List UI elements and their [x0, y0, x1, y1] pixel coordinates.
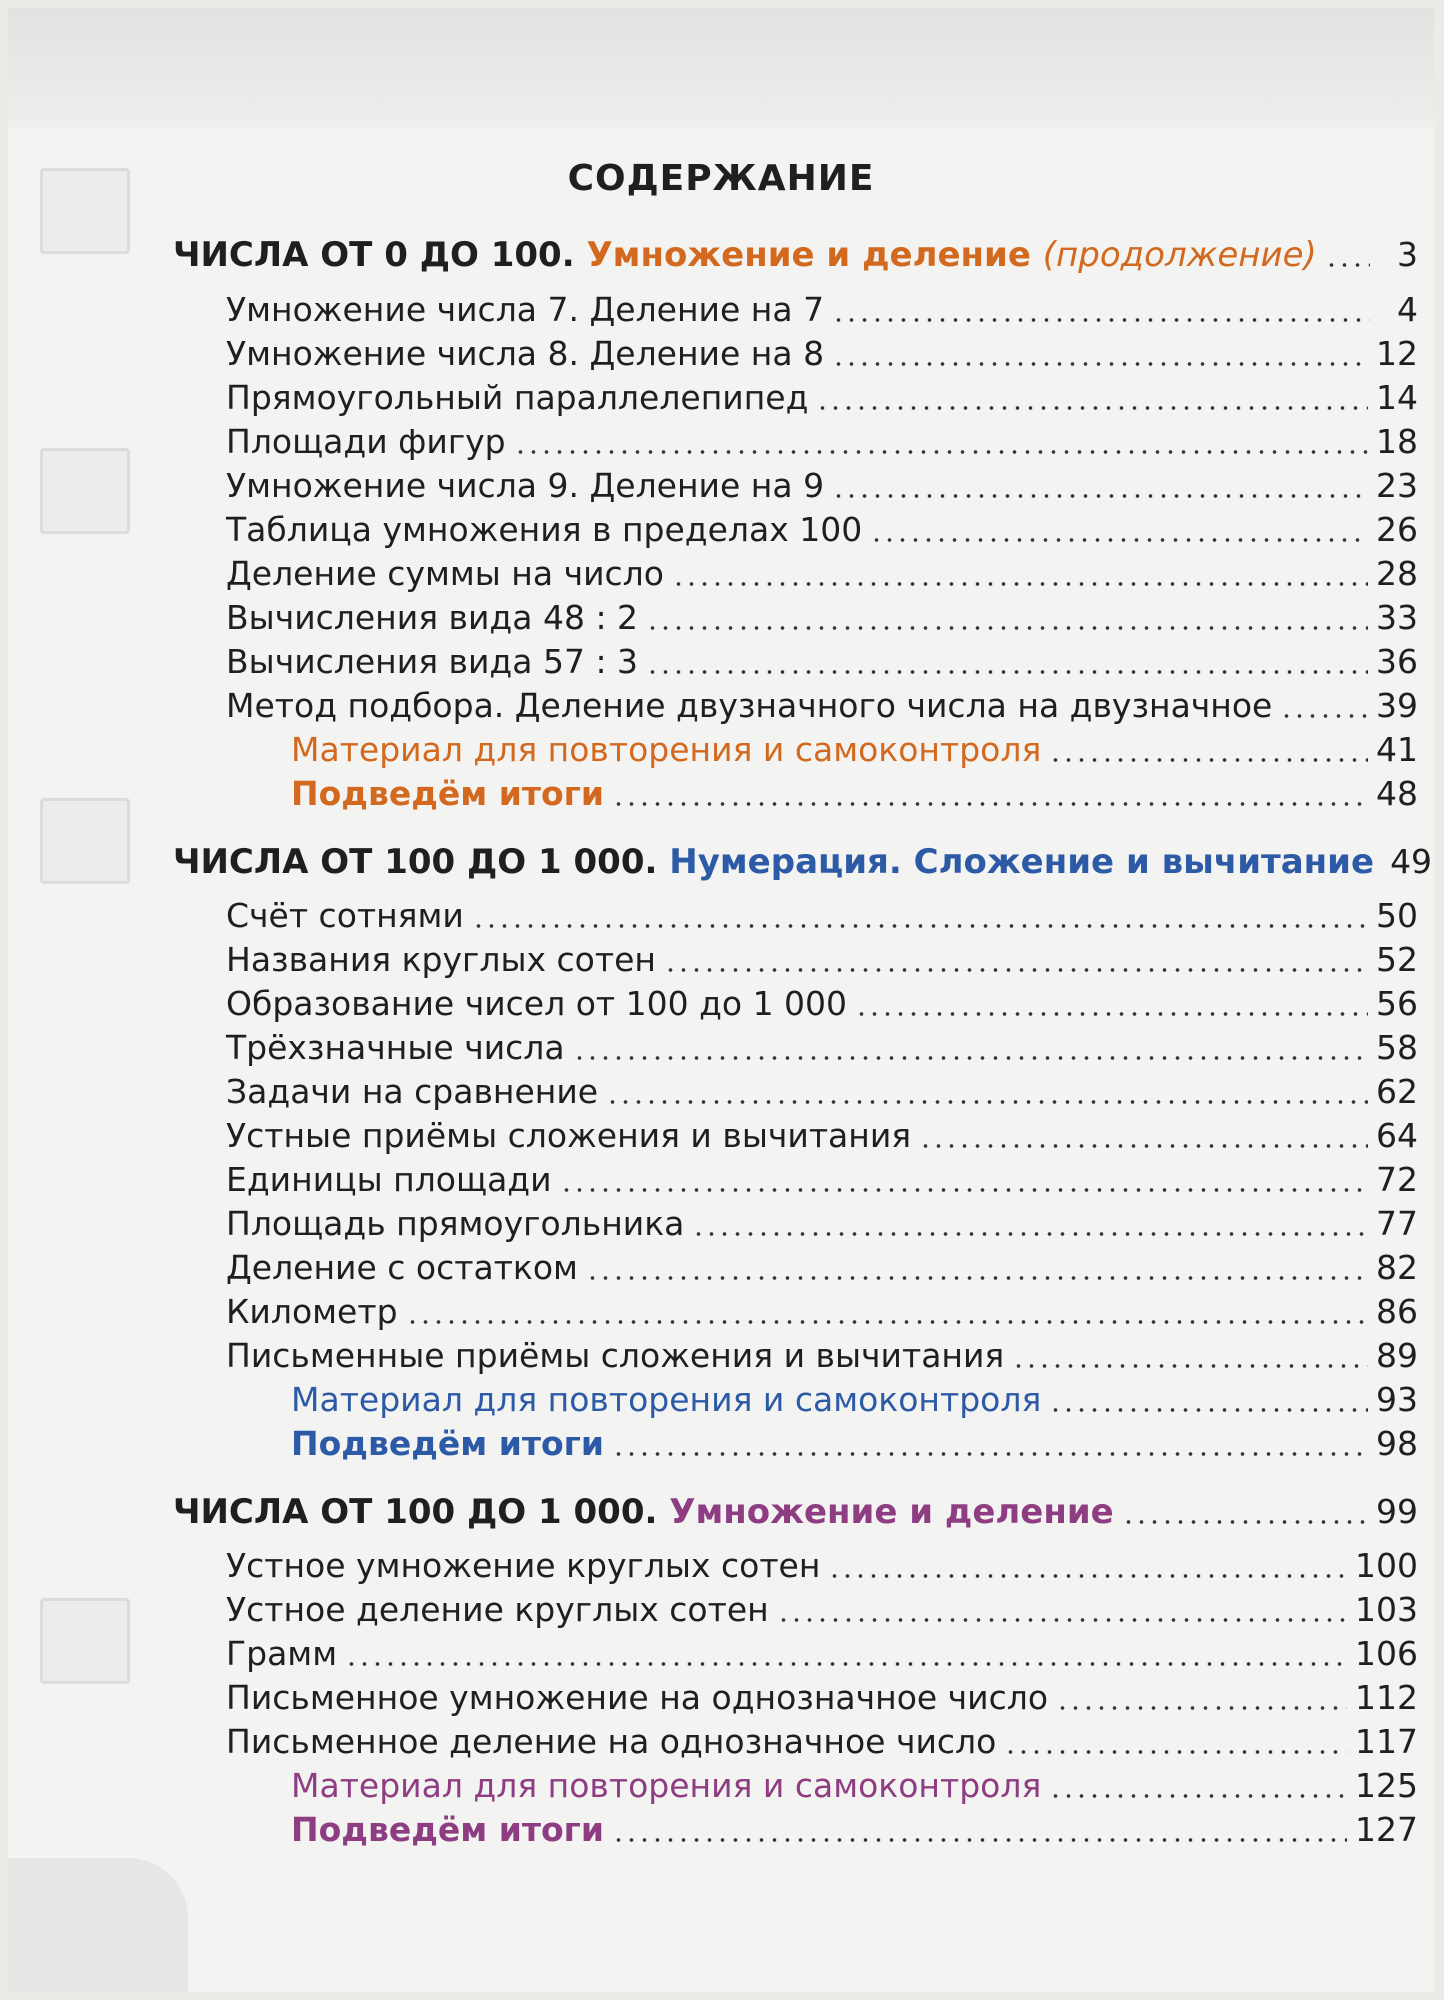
toc-entry[interactable] — [226, 640, 1418, 684]
page-number: 3 — [1397, 235, 1418, 274]
bleed-through-box — [40, 448, 130, 534]
toc-entry[interactable] — [226, 938, 1418, 982]
page-number: 100 — [1355, 1546, 1418, 1585]
dot-leader — [870, 538, 1368, 542]
toc-entry-label: Единицы площади — [226, 1160, 552, 1199]
toc-entry-label: Грамм — [226, 1634, 338, 1673]
dot-leader — [1049, 758, 1368, 762]
toc-entry[interactable] — [226, 420, 1418, 464]
bleed-through-box — [40, 1598, 130, 1684]
toc-review-entry[interactable] — [291, 1764, 1418, 1808]
section-note: (продолжение) — [1042, 235, 1317, 275]
toc-entry[interactable] — [226, 464, 1418, 508]
bleed-through-box — [40, 798, 130, 884]
page-number: 28 — [1376, 554, 1418, 593]
page-number: 77 — [1376, 1204, 1418, 1243]
toc-entry-label: Материал для повторения и самоконтроля — [291, 1380, 1042, 1419]
section-subtitle: Умножение и деление — [586, 235, 1031, 275]
toc-entry-label: Прямоугольный параллелепипед — [226, 378, 809, 417]
dot-leader — [612, 1838, 1347, 1842]
toc-entry[interactable] — [226, 376, 1418, 420]
page-number: 41 — [1376, 730, 1418, 769]
page-number: 36 — [1376, 642, 1418, 681]
toc-review-entry[interactable] — [291, 1378, 1418, 1422]
dot-leader — [1004, 1750, 1347, 1754]
toc-entry[interactable] — [226, 1720, 1418, 1764]
toc-entry[interactable] — [226, 1026, 1418, 1070]
toc-entry-label: Деление суммы на число — [226, 554, 664, 593]
dot-leader — [1049, 1794, 1347, 1798]
toc-entry-label: Задачи на сравнение — [226, 1072, 599, 1111]
page-number: 112 — [1355, 1678, 1418, 1717]
page-title: СОДЕРЖАНИЕ — [567, 158, 875, 199]
page-number: 14 — [1376, 378, 1418, 417]
toc-entry[interactable] — [226, 1544, 1418, 1588]
toc-entry[interactable] — [226, 684, 1418, 728]
section-heading-3[interactable] — [173, 1490, 1418, 1534]
section-heading-text: ЧИСЛА ОТ 100 ДО 1 000. — [173, 1492, 658, 1532]
toc-entry-label: Умножение числа 7. Деление на 7 — [226, 290, 825, 329]
page-number: 98 — [1376, 1424, 1418, 1463]
dot-leader — [1049, 1408, 1368, 1412]
bleed-through-strip — [8, 8, 1434, 128]
toc-entry-label: Таблица умножения в пределах 100 — [226, 510, 863, 549]
dot-leader — [832, 362, 1368, 366]
dot-leader — [1056, 1706, 1347, 1710]
page-number: 52 — [1376, 940, 1418, 979]
page-number: 26 — [1376, 510, 1418, 549]
dot-leader — [586, 1276, 1368, 1280]
toc-entry[interactable] — [226, 1290, 1418, 1334]
toc-entry-label: Материал для повторения и самоконтроля — [291, 730, 1042, 769]
page-number: 23 — [1376, 466, 1418, 505]
page-number: 99 — [1376, 1492, 1418, 1531]
page-number: 72 — [1376, 1160, 1418, 1199]
section-heading-2[interactable] — [173, 840, 1433, 884]
toc-entry[interactable] — [226, 1246, 1418, 1290]
dot-leader — [832, 494, 1368, 498]
page-number: 39 — [1376, 686, 1418, 725]
dot-leader — [514, 450, 1368, 454]
toc-entry[interactable] — [226, 1158, 1418, 1202]
page-number: 58 — [1376, 1028, 1418, 1067]
dot-leader — [1122, 1520, 1368, 1524]
page-number: 106 — [1355, 1634, 1418, 1673]
dot-leader — [612, 1452, 1368, 1456]
toc-entry-label: Умножение числа 9. Деление на 9 — [226, 466, 825, 505]
toc-entry-label: Устные приёмы сложения и вычитания — [226, 1116, 912, 1155]
toc-entry-label: Подведём итоги — [291, 1424, 604, 1463]
toc-entry-label: Умножение числа 8. Деление на 8 — [226, 334, 825, 373]
toc-entry-label: Подведём итоги — [291, 1810, 604, 1849]
page-number: 103 — [1355, 1590, 1418, 1629]
toc-summary-entry[interactable] — [291, 1422, 1418, 1466]
dot-leader — [560, 1188, 1368, 1192]
dot-leader — [1280, 714, 1368, 718]
toc-entry-label: Письменное умножение на однозначное число — [226, 1678, 1049, 1717]
toc-entry-label: Вычисления вида 57 : 3 — [226, 642, 639, 681]
page-number: 18 — [1376, 422, 1418, 461]
toc-entry[interactable] — [226, 332, 1418, 376]
dot-leader — [855, 1012, 1368, 1016]
dot-leader — [472, 924, 1368, 928]
toc-entry[interactable] — [226, 1676, 1418, 1720]
bleed-through-corner — [8, 1858, 188, 1992]
page-number: 125 — [1355, 1766, 1418, 1805]
toc-summary-entry[interactable] — [291, 772, 1418, 816]
toc-entry[interactable] — [226, 1202, 1418, 1246]
page-number: 50 — [1376, 896, 1418, 935]
toc-entry-label: Счёт сотнями — [226, 896, 464, 935]
toc-entry-label: Подведём итоги — [291, 774, 604, 813]
page-number: 89 — [1376, 1336, 1418, 1375]
toc-entry-label: Километр — [226, 1292, 398, 1331]
section-heading-text: ЧИСЛА ОТ 100 ДО 1 000. — [173, 842, 658, 882]
toc-entry-label: Письменное деление на однозначное число — [226, 1722, 997, 1761]
toc-entry[interactable] — [226, 596, 1418, 640]
page-number: 4 — [1397, 290, 1418, 329]
section-subtitle: Умножение и деление — [669, 1492, 1114, 1532]
toc-entry-label: Деление с остатком — [226, 1248, 578, 1287]
page-number: 93 — [1376, 1380, 1418, 1419]
dot-leader — [777, 1618, 1347, 1622]
page-number: 86 — [1376, 1292, 1418, 1331]
toc-entry-label: Устное деление круглых сотен — [226, 1590, 769, 1629]
dot-leader — [692, 1232, 1368, 1236]
dot-leader — [573, 1056, 1368, 1060]
page-number: 56 — [1376, 984, 1418, 1023]
dot-leader — [1325, 263, 1370, 267]
dot-leader — [832, 318, 1370, 322]
dot-leader — [646, 626, 1368, 630]
section-heading-text: ЧИСЛА ОТ 0 ДО 100. — [173, 235, 575, 275]
page-number: 82 — [1376, 1248, 1418, 1287]
toc-entry-label: Названия круглых сотен — [226, 940, 656, 979]
dot-leader — [345, 1662, 1347, 1666]
toc-entry-label: Устное умножение круглых сотен — [226, 1546, 821, 1585]
toc-entry[interactable] — [226, 894, 1418, 938]
dot-leader — [606, 1100, 1368, 1104]
textbook-page — [8, 8, 1434, 1992]
page-number: 62 — [1376, 1072, 1418, 1111]
toc-entry-label: Площадь прямоугольника — [226, 1204, 685, 1243]
dot-leader — [816, 406, 1368, 410]
toc-entry[interactable] — [226, 508, 1418, 552]
toc-entry-label: Площади фигур — [226, 422, 506, 461]
page-number: 48 — [1376, 774, 1418, 813]
section-subtitle: Нумерация. Сложение и вычитание — [669, 842, 1375, 882]
toc-entry[interactable] — [226, 1632, 1418, 1676]
page-number: 127 — [1355, 1810, 1418, 1849]
dot-leader — [664, 968, 1368, 972]
toc-entry[interactable] — [226, 288, 1418, 332]
toc-entry[interactable] — [226, 1334, 1418, 1378]
toc-entry-label: Вычисления вида 48 : 2 — [226, 598, 639, 637]
dot-leader — [406, 1320, 1368, 1324]
toc-entry[interactable] — [226, 982, 1418, 1026]
toc-entry-label: Материал для повторения и самоконтроля — [291, 1766, 1042, 1805]
toc-entry[interactable] — [226, 1588, 1418, 1632]
dot-leader — [612, 802, 1368, 806]
toc-entry[interactable] — [226, 1070, 1418, 1114]
dot-leader — [828, 1574, 1347, 1578]
toc-review-entry[interactable] — [291, 728, 1418, 772]
page-number: 33 — [1376, 598, 1418, 637]
toc-entry-label: Трёхзначные числа — [226, 1028, 565, 1067]
section-heading-1[interactable] — [173, 233, 1418, 277]
dot-leader — [646, 670, 1368, 674]
toc-entry-label: Письменные приёмы сложения и вычитания — [226, 1336, 1005, 1375]
toc-entry-label: Метод подбора. Деление двузначного числа на двузначное — [226, 686, 1273, 725]
toc-entry-label: Образование чисел от 100 до 1 000 — [226, 984, 848, 1023]
page-number: 49 — [1390, 842, 1433, 881]
dot-leader — [919, 1144, 1368, 1148]
page-number: 117 — [1355, 1722, 1418, 1761]
page-number: 64 — [1376, 1116, 1418, 1155]
toc-entry[interactable] — [226, 552, 1418, 596]
page-number: 12 — [1376, 334, 1418, 373]
toc-summary-entry[interactable] — [291, 1808, 1418, 1852]
toc-entry[interactable] — [226, 1114, 1418, 1158]
dot-leader — [1012, 1364, 1368, 1368]
dot-leader — [672, 582, 1368, 586]
